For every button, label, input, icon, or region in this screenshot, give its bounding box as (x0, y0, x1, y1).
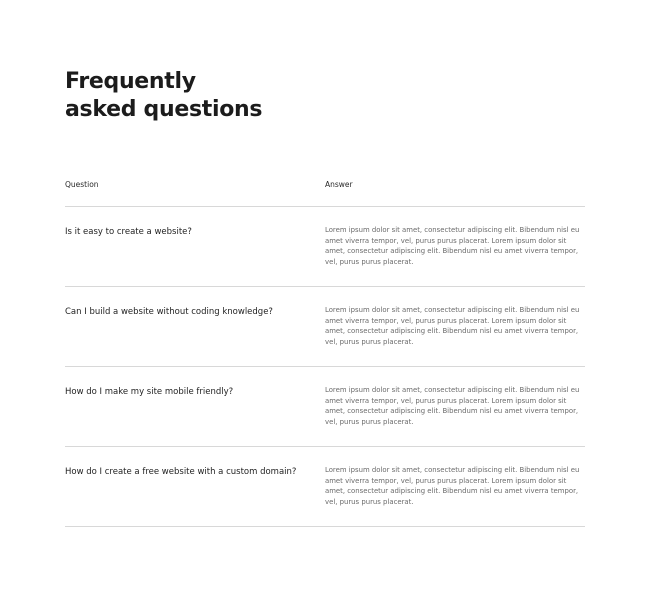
faq-row (65, 287, 585, 367)
faq-question: How do I make my site mobile friendly? (65, 387, 234, 397)
faq-answer: Lorem ipsum dolor sit amet, consectetur adipiscing elit. Bibendum nisl eu amet viverra tempor, vel, purus purus placerat. Lorem ipsum dolor sit amet, consectetur adipiscing elit. Bibendum nisl eu amet viverra tempor, vel, purus purus placerat. (325, 386, 580, 426)
faq-answer: Lorem ipsum dolor sit amet, consectetur adipiscing elit. Bibendum nisl eu amet viverra tempor, vel, purus purus placerat. Lorem ipsum dolor sit amet, consectetur adipiscing elit. Bibendum nisl eu amet viverra tempor, vel, purus purus placerat. (325, 306, 580, 346)
faq-question: How do I create a free website with a custom domain? (65, 467, 297, 477)
faq-question: Can I build a website without coding knowledge? (65, 307, 273, 317)
faq-row (65, 207, 585, 287)
page-title-line-1: Frequently (65, 69, 196, 94)
question-column-header: Question (65, 180, 99, 189)
faq-answer: Lorem ipsum dolor sit amet, consectetur adipiscing elit. Bibendum nisl eu amet viverra tempor, vel, purus purus placerat. Lorem ipsum dolor sit amet, consectetur adipiscing elit. Bibendum nisl eu amet viverra tempor, vel, purus purus placerat. (325, 466, 580, 506)
faq-answer: Lorem ipsum dolor sit amet, consectetur adipiscing elit. Bibendum nisl eu amet viverra tempor, vel, purus purus placerat. Lorem ipsum dolor sit amet, consectetur adipiscing elit. Bibendum nisl eu amet viverra tempor, vel, purus purus placerat. (325, 226, 580, 266)
page-title-line-2: asked questions (65, 97, 263, 122)
faq-table-header (65, 172, 585, 207)
faq-row (65, 367, 585, 447)
faq-table (65, 172, 585, 527)
answer-column-header: Answer (325, 180, 353, 189)
faq-question: Is it easy to create a website? (65, 227, 192, 237)
page-title (65, 68, 262, 124)
faq-row (65, 447, 585, 527)
